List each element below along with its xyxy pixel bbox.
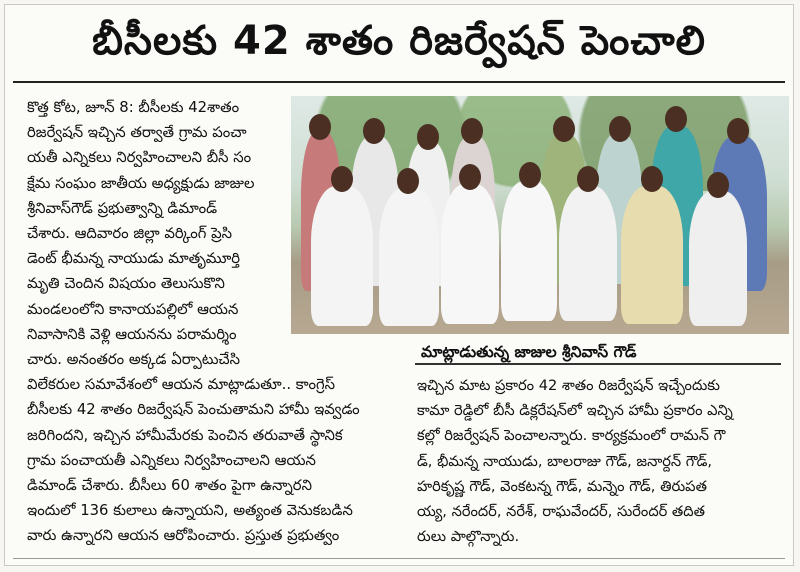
body-line: విలేకరుల సమావేశంలో ఆయన మాట్లాడుతూ.. కాంగ్రెస్ xyxy=(27,376,335,394)
headline: బీసీలకు 42 శాతం రిజర్వేషన్ పెంచాలి xyxy=(92,18,706,64)
person-figure xyxy=(311,186,373,326)
body-line: డెంట్ భీమన్న నాయుడు మాతృమూర్తి xyxy=(27,250,241,268)
body-line: హరికృష్ణ గౌడ్, వెంకటన్న గౌడ్, మన్నెం గౌడ్, తిరుపత xyxy=(417,477,707,495)
person-head xyxy=(707,172,729,198)
body-line: కొత్త కోట, జూన్ 8: బీసీలకు 42శాతం xyxy=(27,99,240,116)
person-head xyxy=(309,114,331,140)
article-body-right xyxy=(417,373,789,549)
body-line: చారు. అనంతరం అక్కడ ఏర్పాటుచేసి xyxy=(27,351,241,369)
person-figure xyxy=(559,186,617,321)
person-head xyxy=(553,116,575,142)
body-line: రిజర్వేషన్ ఇచ్చిన తర్వాతే గ్రామ పంచా xyxy=(27,124,247,142)
person-head xyxy=(665,106,687,132)
body-line: గ్రామ పంచాయతీ ఎన్నికలు నిర్వహించాలని ఆయన xyxy=(27,451,316,469)
person-head xyxy=(641,166,663,192)
group-photo xyxy=(291,96,789,334)
body-line: వారు ఉన్నారని ఆయన ఆరోపించారు. ప్రస్తుత ప్రభుత్వం xyxy=(27,527,340,545)
person-head xyxy=(519,162,541,188)
caption-rule xyxy=(415,363,781,365)
body-line: క్షేమ సంఘం జాతీయ అధ్యక్షుడు జాజుల xyxy=(27,174,255,192)
person-head xyxy=(577,166,599,192)
body-line: కామా రెడ్డిలో బీసీ డిక్లరేషన్‌లో ఇచ్చిన హామీ ప్రకారం ఎన్ని xyxy=(417,402,733,420)
person-figure xyxy=(441,184,499,324)
body-line: ఇందులో 136 కులాలు ఉన్నాయని, అత్యంత వెనుకబడిన xyxy=(27,502,353,520)
person-head xyxy=(727,118,749,144)
body-line: యతీ ఎన్నికలు నిర్వహించాలని బీసీ సం xyxy=(27,149,252,167)
person-head xyxy=(461,118,483,144)
person-head xyxy=(363,118,385,144)
body-line: చేశారు. ఆదివారం జిల్లా వర్కింగ్ ప్రెసి xyxy=(27,225,232,243)
body-line: డ్, భీమన్న నాయుడు, బాలరాజు గౌడ్, జనార్దన్ గౌడ్, xyxy=(417,452,713,470)
newspaper-clipping xyxy=(4,4,794,566)
body-line: కల్లో రిజర్వేషన్ పెంచాలన్నారు. కార్యక్రమంలో రామన్ గౌ xyxy=(417,427,726,445)
person-figure xyxy=(501,181,557,321)
person-figure xyxy=(621,186,683,324)
person-head xyxy=(609,116,631,142)
body-line: జరిగిందని, ఇచ్చిన హామీమేరకు పెంచిన తరువాతే స్థానిక xyxy=(27,426,343,444)
body-line: రులు పాల్గొన్నారు. xyxy=(417,528,520,546)
body-line: ఇచ్చిన మాట ప్రకారం 42 శాతం రిజర్వేషన్ ఇచ్చేందుకు xyxy=(417,377,720,394)
body-line: శ్రీనివాస్‌గౌడ్ ప్రభుత్వాన్ని డిమాండ్ xyxy=(27,199,218,217)
body-line: బీసీలకు 42 శాతం రిజర్వేషన్ పెంచుతామని హామీ ఇవ్వడం xyxy=(27,401,360,419)
person-head xyxy=(417,124,439,150)
photo-caption: మాట్లాడుతున్న జాజుల శ్రీనివాస్ గౌడ్ xyxy=(421,343,637,361)
headline-rule xyxy=(13,81,785,83)
body-line: నివాసానికి వెళ్లి ఆయనను పరామర్శిం xyxy=(27,325,237,343)
person-head xyxy=(331,166,353,192)
body-line: మండలంలోని కానాయపల్లిలో ఆయన xyxy=(27,300,239,318)
person-head xyxy=(397,168,419,194)
body-line: డిమాండ్ చేశారు. బీసీలు 60 శాతం పైగా ఉన్నారని xyxy=(27,477,312,495)
body-line: మృతి చెందిన విషయం తెలుసుకొని xyxy=(27,275,225,293)
person-head xyxy=(459,164,481,190)
body-line: య్య, నరేందర్, నరేశ్, రాఘవేందర్, సురేందర్ తదిత xyxy=(417,503,705,521)
person-figure xyxy=(689,191,747,326)
person-figure xyxy=(379,188,439,326)
bottom-rule xyxy=(13,558,785,559)
